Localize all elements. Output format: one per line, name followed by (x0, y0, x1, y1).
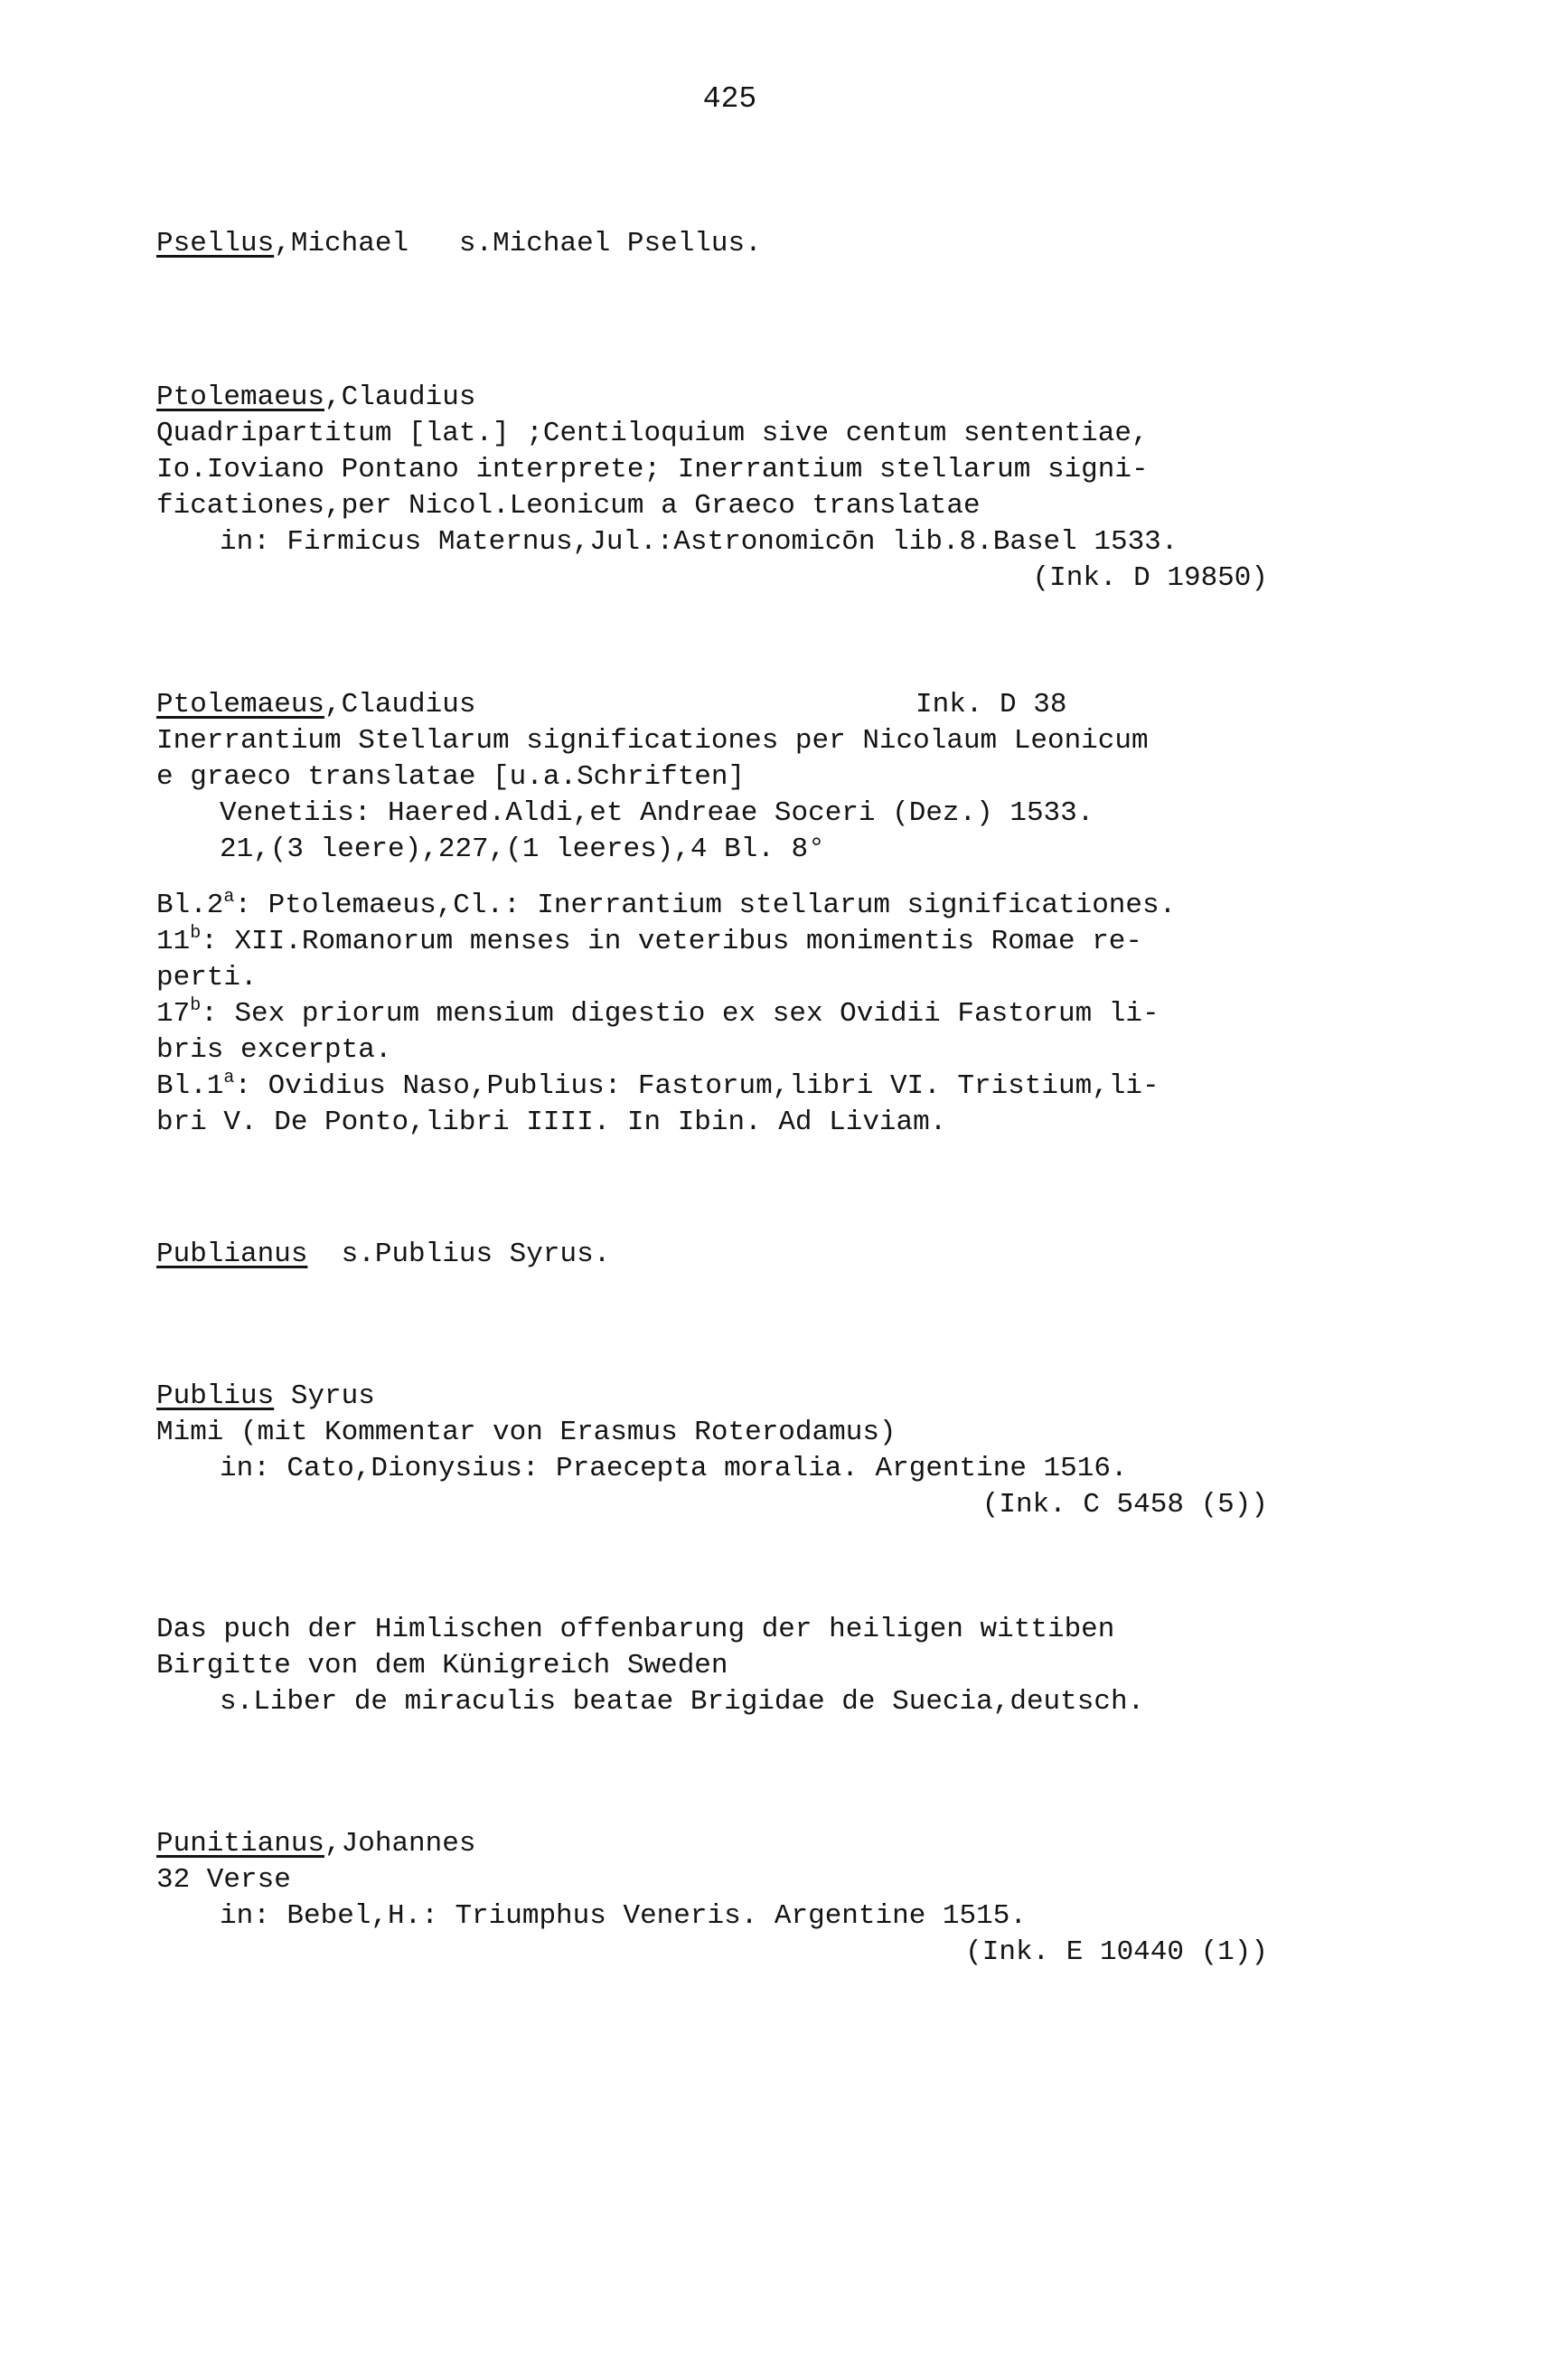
contents-line: Bl.2$^a$: Ptolemaeus,Cl.: Inerrantium stellarum significationes. (156, 887, 1177, 921)
entry-heading-rest: Syrus (274, 1380, 375, 1412)
entry-imprint-line: Venetiis: Haered.Aldi,et Andreae Soceri (Dez.) 1533. (220, 797, 1094, 829)
entry-in-line: in: Bebel,H.: Triumphus Veneris. Argentine 1515. (220, 1900, 1027, 1932)
entry-heading-rest: s.Publius Syrus. (307, 1239, 611, 1270)
entry-title-line: Inerrantium Stellarum significationes per Nicolaum Leonicum (156, 725, 1149, 757)
entry-imprint-line: 21,(3 leere),227,(1 leeres),4 Bl. 8° (220, 834, 825, 865)
contents-line: bris excerpta. (156, 1034, 392, 1066)
entry-shelfmark: (Ink. D 19850) (1032, 562, 1268, 594)
entry-title-line: Mimi (mit Kommentar von Erasmus Roterodamus) (156, 1417, 897, 1448)
contents-line: 11$^b$: XII.Romanorum menses in veteribus monimentis Romae re- (156, 923, 1143, 957)
catalog-entry-psellus (156, 226, 1349, 262)
entry-title-line: 32 Verse (156, 1864, 291, 1896)
entry-see-reference: s.Liber de miraculis beatae Brigidae de Suecia,deutsch. (220, 1686, 1145, 1718)
entry-title-line: e graeco translatae [u.a.Schriften] (156, 761, 746, 793)
contents-line: bri V. De Ponto,libri IIII. In Ibin. Ad Liviam. (156, 1107, 947, 1138)
entry-in-line: in: Cato,Dionysius: Praecepta moralia. Argentine 1516. (220, 1453, 1128, 1484)
contents-line: 17$^b$: Sex priorum mensium digestio ex sex Ovidii Fastorum li- (156, 995, 1160, 1030)
entry-heading-rest: ,Johannes (324, 1828, 476, 1860)
entry-shelfmark: Ink. D 38 (915, 689, 1067, 721)
entry-heading-rest: ,Claudius (324, 381, 476, 413)
entry-in-line: in: Firmicus Maternus,Jul.:Astronomicōn lib.8.Basel 1533. (220, 526, 1178, 558)
entry-heading: Publius (156, 1380, 275, 1412)
entry-heading: Punitianus (156, 1828, 325, 1860)
catalog-entry-publianus (156, 1237, 1349, 1273)
entry-heading: Ptolemaeus (156, 689, 325, 721)
catalog-entry-birgitte (156, 1612, 1349, 1720)
entry-title-line: ficationes,per Nicol.Leonicum a Graeco translatae (156, 490, 981, 522)
contents-line: perti. (156, 962, 258, 994)
entry-heading: Psellus (156, 228, 275, 259)
entry-title-line: Das puch der Himlischen offenbarung der heiligen wittiben (156, 1614, 1115, 1645)
page-number: 425 (702, 82, 757, 116)
entry-title-line: Quadripartitum [lat.] ;Centiloquium sive centum sententiae, (156, 418, 1149, 449)
entry-heading-rest: ,Michael s.Michael Psellus. (274, 228, 762, 259)
entry-shelfmark: (Ink. E 10440 (1)) (965, 1936, 1268, 1968)
catalog-entry-ptolemaeus-2 (156, 687, 1349, 1141)
entry-shelfmark: (Ink. C 5458 (5)) (981, 1489, 1268, 1521)
catalog-entry-publius-syrus (156, 1379, 1349, 1523)
entry-title-line: Io.Ioviano Pontano interprete; Inerrantium stellarum signi- (156, 454, 1149, 485)
contents-line: Bl.1$^a$: Ovidius Naso,Publius: Fastorum,libri VI. Tristium,li- (156, 1068, 1160, 1102)
entry-heading: Publianus (156, 1239, 308, 1270)
entry-title-line: Birgitte von dem Künigreich Sweden (156, 1650, 728, 1681)
entry-heading: Ptolemaeus (156, 381, 325, 413)
entry-heading-rest: ,Claudius (324, 689, 476, 721)
catalog-entry-punitianus (156, 1826, 1349, 1971)
catalog-entry-ptolemaeus-1 (156, 380, 1349, 597)
